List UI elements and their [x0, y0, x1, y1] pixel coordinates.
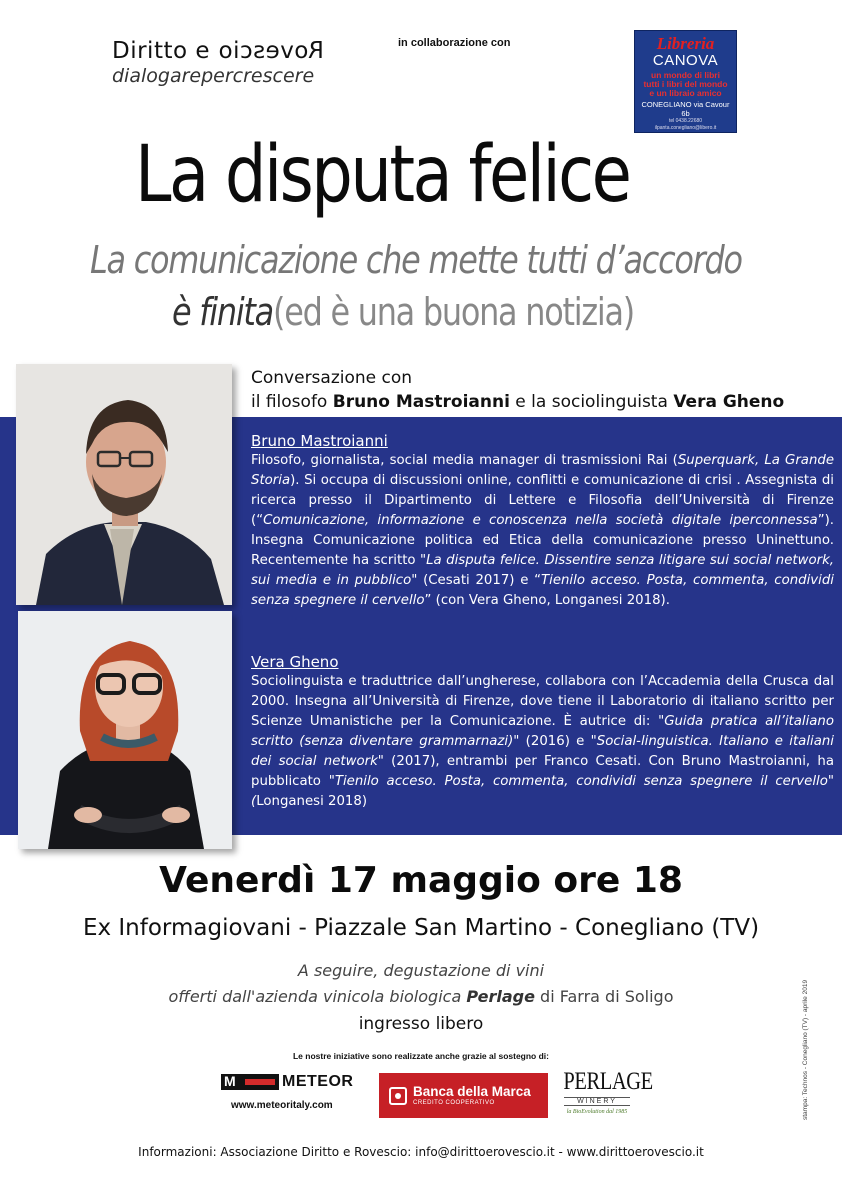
bio-text-part: ”). Insegna Comunicazione politica ed Etica della comunicazione presso Uninettuno. Recentemente ha scritto " [251, 513, 834, 568]
sponsors-label: Le nostre iniziative sono realizzate anche grazie al sostegno di: [292, 1051, 549, 1061]
wine-line2 [0, 984, 842, 1010]
meteor-website: www.meteoritaly.com [231, 1100, 333, 1111]
wine-line1: A seguire, degustazione di vini [297, 961, 545, 980]
bio-text-part: Filosofo, giornalista, social media manager di trasmissioni Rai ( [251, 453, 678, 468]
wine-tasting-note [0, 958, 842, 1010]
banca-subtitle: CREDITO COOPERATIVO [413, 1099, 495, 1106]
photo-vera-gheno [18, 611, 232, 849]
event-venue: Ex Informagiovani - Piazzale San Martino - Conegliano (TV) [82, 915, 760, 941]
conv-text-a: il filosofo [251, 392, 333, 412]
bio-text [251, 451, 834, 611]
conversation-intro [251, 366, 784, 414]
organizer-name [112, 38, 324, 64]
bio-italic-part: La disputa felice. Dissentire senza litigare sui social network, sui media e in pubblico [251, 553, 834, 588]
event-subtitle-line1: La comunicazione che mette tutti d’accordo [90, 238, 742, 282]
conversation-line2 [251, 390, 784, 414]
perlage-since: la BioEvolution dal 1985 [566, 1109, 628, 1115]
bank-icon [389, 1087, 407, 1105]
perlage-winery: WINERY [564, 1097, 630, 1106]
meteor-mark-row [221, 1073, 353, 1091]
libreria-slogan-2: tutti i libri del mondo [643, 79, 728, 89]
perlage-name: PERLAGE [563, 1068, 653, 1095]
wine-text-c: di Farra di Soligo [534, 987, 674, 1006]
bio-name: Bruno Mastroianni [251, 432, 388, 450]
bio-bruno-mastroianni [251, 431, 834, 611]
bio-italic-part: Tienilo acceso. Posta, commenta, condividi senza spegnere il cervello" ( [251, 774, 834, 809]
libreria-title: Libreria [656, 34, 715, 53]
bio-text-part: ). Si occupa di discussioni online, conflitti e comunicazione di crisi . Assegnista di ricerca presso il Dipartimento di Lettere e Filosofia dell’Università di Firenze (“ [251, 473, 834, 528]
bio-italic-part: Tienilo acceso. Posta, commenta, condividi senza spegnere il cervello [251, 573, 834, 608]
bio-italic-part: Superquark, La Grande Storia [251, 453, 834, 488]
wine-text-a: offerti dall'azienda vinicola biologica [168, 987, 467, 1006]
event-date: Venerdì 17 maggio ore 18 [159, 860, 683, 901]
perlage-logo [556, 1068, 653, 1115]
banca-della-marca-logo [379, 1073, 548, 1118]
bio-text-part: Longanesi 2018) [256, 794, 368, 809]
free-entry: ingresso libero [358, 1014, 484, 1034]
meteor-name: METEOR [282, 1073, 354, 1090]
organizer-name-part1: Diritto e [112, 38, 218, 64]
bio-italic-part: "Guida pratica all’italiano scritto (senza diventare grammarnazi)" [251, 714, 834, 749]
meteor-icon [221, 1074, 279, 1090]
bio-name: Vera Gheno [251, 653, 339, 671]
libreria-website: www.canovaedizioni.eu [643, 132, 728, 141]
libreria-slogan-3: e un libraio amico [649, 88, 722, 98]
bio-text [251, 672, 834, 812]
banca-text [413, 1085, 531, 1107]
speaker-name-vera: Vera Gheno [673, 392, 785, 412]
organizer-logo [112, 38, 324, 87]
photo-bruno-mastroianni [16, 364, 232, 605]
bio-text-part: " (Cesati 2017) e “ [411, 573, 541, 588]
organizer-tagline: dialogarepercrescere [112, 65, 315, 87]
collaboration-label: in collaborazione con [398, 37, 511, 49]
bio-text-part: Sociolinguista e traduttrice dall’ungherese, collabora con l’Accademia della Crusca dal 2000. Insegna all’Università di Firenze, dove tiene il Laboratorio di italiano scritto per Scienze Umanistiche per la Comunicazione. È autrice di: [251, 674, 834, 729]
subtitle-parenthetical: (ed è una buona notizia) [272, 290, 634, 334]
libreria-phone: tel 0438.22680 ilpanta.conegliano@libero.it [654, 118, 717, 131]
libreria-address: CONEGLIANO via Cavour 6b [641, 100, 730, 118]
speaker-name-bruno: Bruno Mastroianni [332, 392, 510, 412]
bio-text-part: ” (con Vera Gheno, Longanesi 2018). [424, 593, 670, 608]
bio-vera-gheno [251, 652, 834, 812]
winery-name: Perlage [466, 987, 535, 1006]
event-title: La disputa felice [135, 130, 630, 220]
meteor-logo [221, 1073, 353, 1111]
bio-italic-part: Comunicazione, informazione e conoscenza nella società digitale iperconnessa [263, 513, 818, 528]
subtitle-emphasis: è finita [172, 290, 273, 334]
organizer-name-mirrored: Rovescio [217, 38, 324, 64]
banca-name: Banca della Marca [413, 1083, 531, 1099]
conv-text-c: e la sociolinguista [509, 392, 674, 412]
libreria-canova-logo [634, 30, 737, 141]
libreria-name: CANOVA [652, 52, 719, 69]
bio-italic-part: Social-linguistica. Italiano e italiani dei social network [251, 734, 834, 769]
contact-info: Informazioni: Associazione Diritto e Rovescio: info@dirittoerovescio.it - www.dirittoerovescio.it [138, 1145, 704, 1159]
print-credits: stampa: Technos - Conegliano (TV) - aprile 2019 [802, 979, 809, 1120]
bio-text-part: (2016) e " [519, 734, 597, 749]
event-subtitle-line2 [172, 290, 634, 334]
bio-text-part: " (2017), entrambi per Franco Cesati. Con Bruno Mastroianni, ha pubblicato " [251, 754, 834, 789]
conversation-line1: Conversazione con [251, 368, 413, 388]
libreria-slogan-1: un mondo di libri [651, 70, 720, 80]
